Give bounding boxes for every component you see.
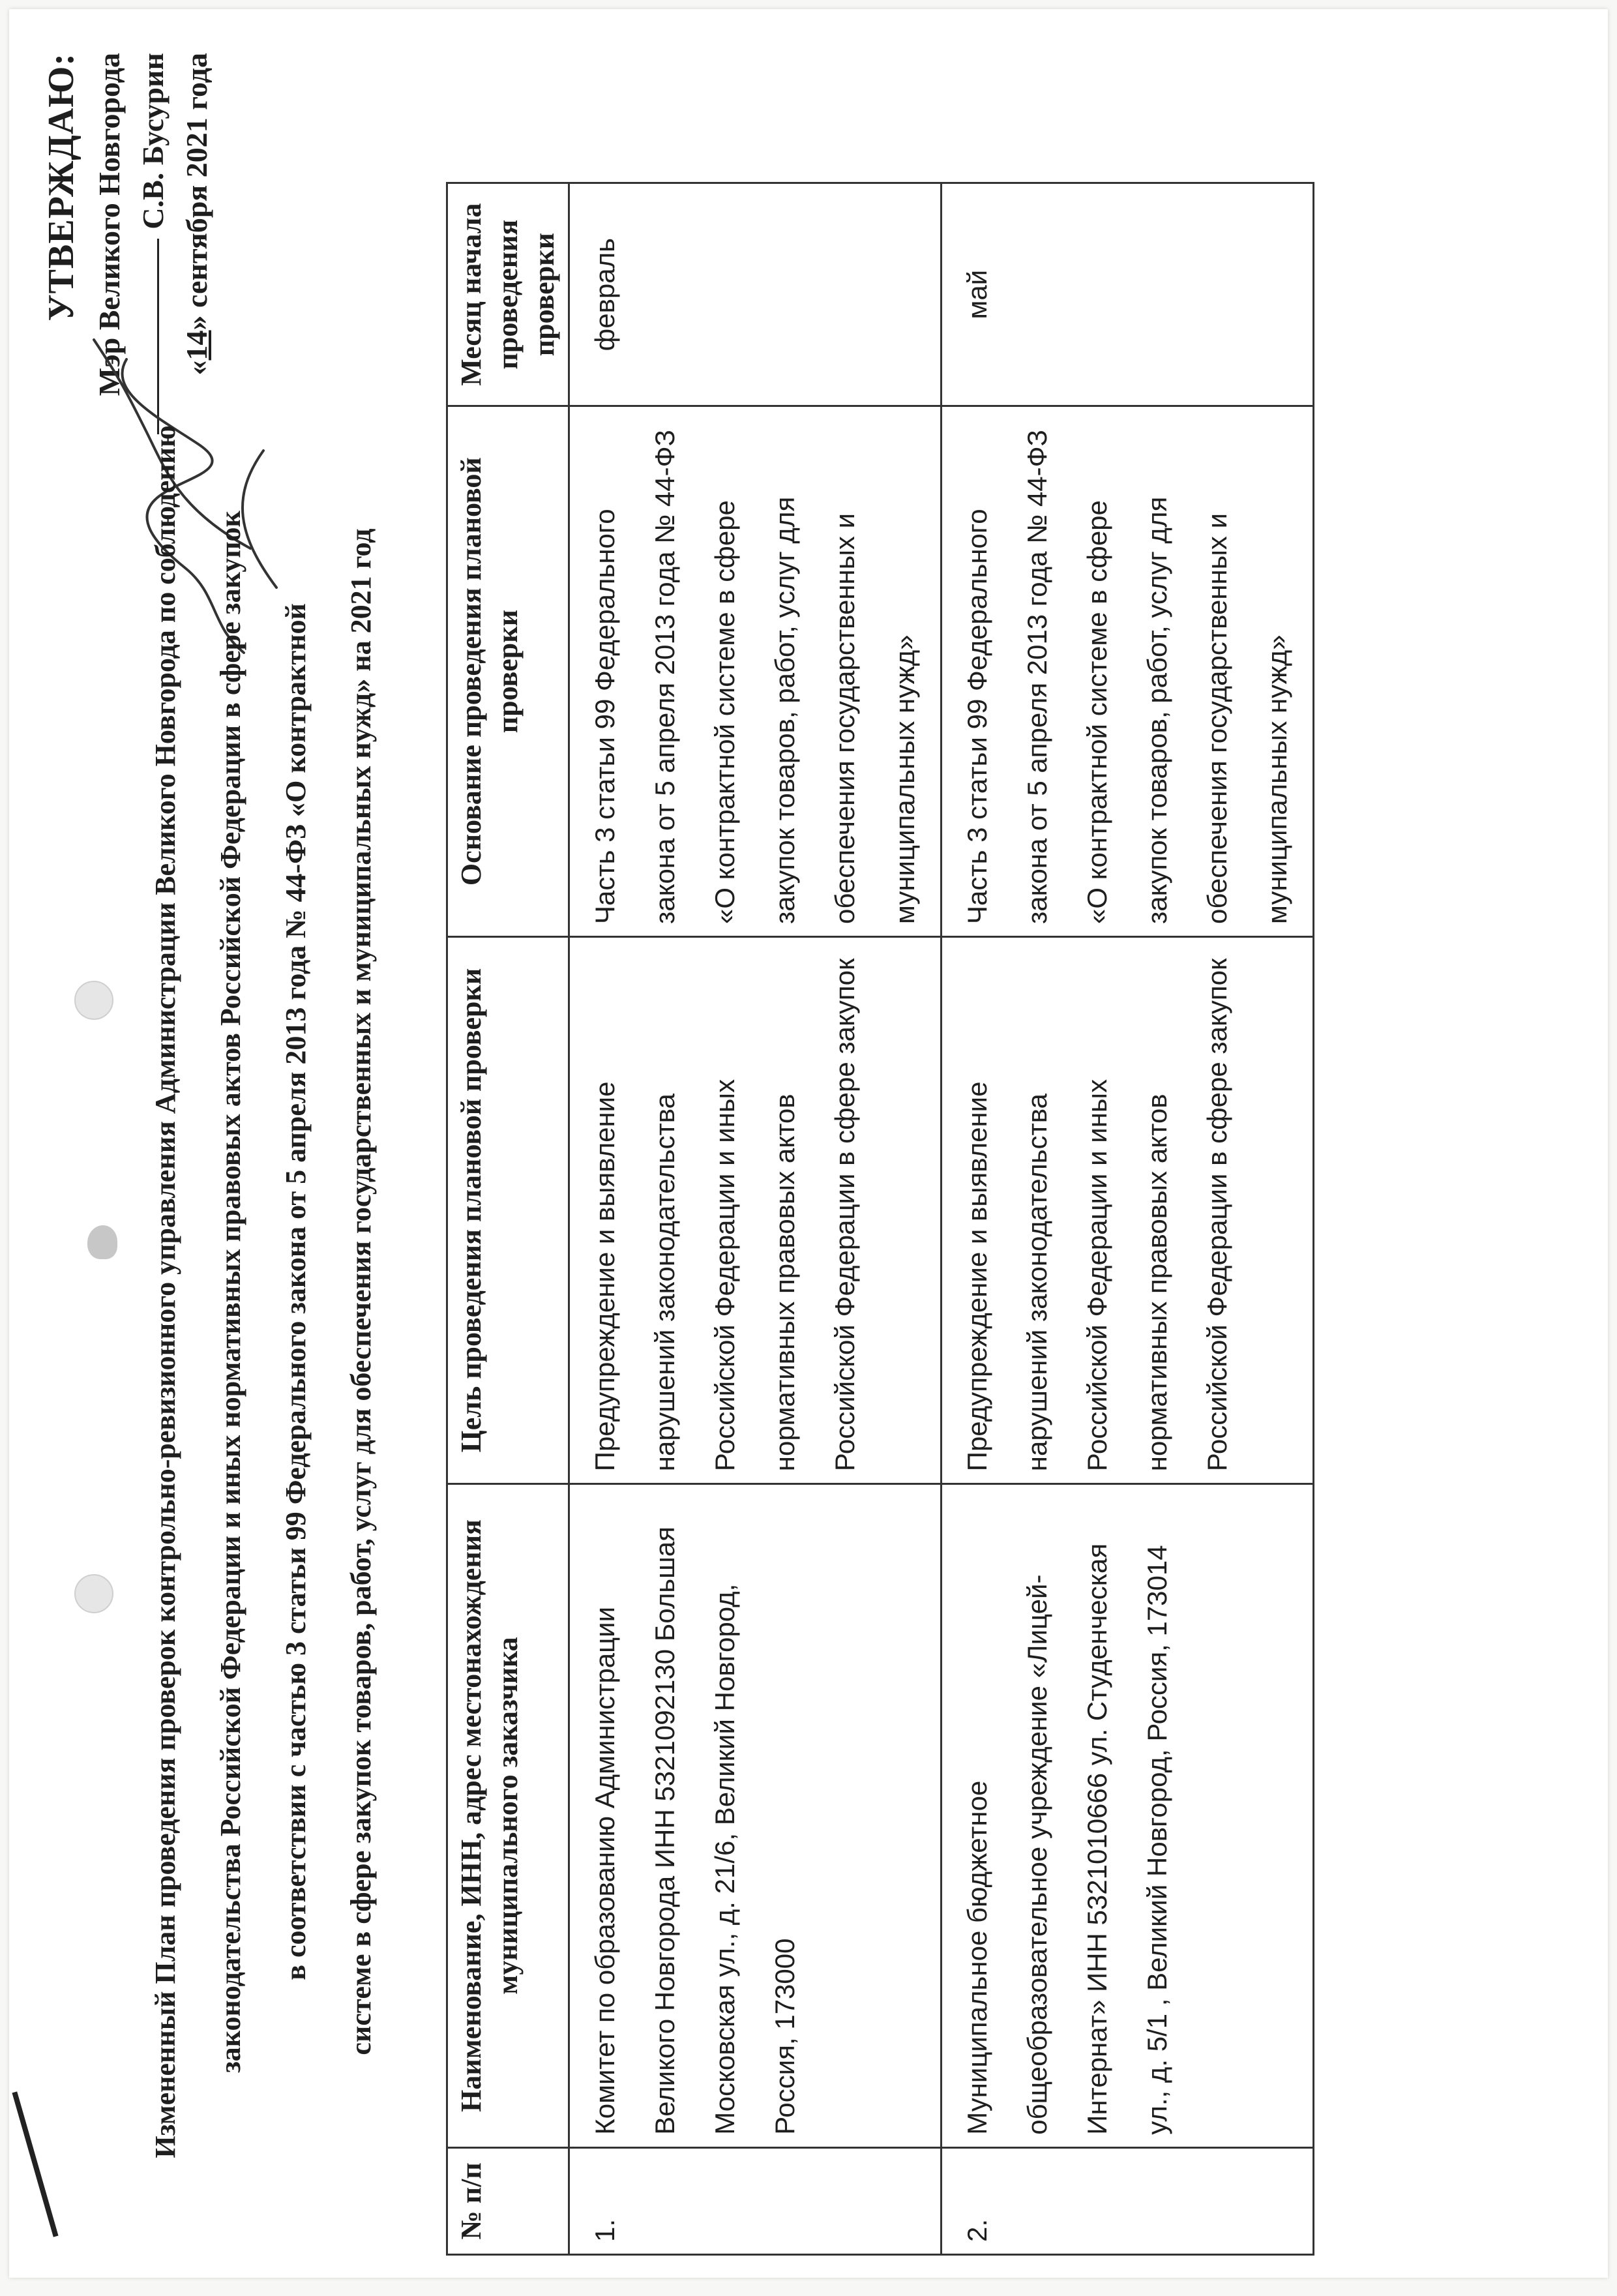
header-goal: Цель проведения плановой проверки [447,937,569,1484]
title-line-4: системе в сфере закупок товаров, работ, услуг для обеспечения государственных и муниципальных нужд» на 2021 год [345,528,377,2055]
row-2-goal: Предупреждение и выявление нарушений законодательства Российской Федерации и иных нормативных правовых актов Российской Федерации в сфере закупок [942,937,1314,1484]
approval-date-day: 14 [179,330,213,361]
table-row [569,183,942,2255]
row-2-name: Муниципальное бюджетное общеобразовательное учреждение «Лицей-Интернат» ИНН 5321010666 ул. Студенческая ул., д. 5/1 , Великий Новгород, Россия, 173014 [942,1484,1314,2148]
approval-position: Мэр Великого Новгорода [93,53,126,396]
row-1-num: 1. [569,2147,942,2254]
title-line-2: законодательства Российской Федерации и иных нормативных правовых актов Российской Федерации в сфере закупок [215,511,246,2073]
document-title [133,411,394,2172]
header-name: Наименование, ИНН, адрес местонахождения муниципального заказчика [447,1484,569,2148]
paper-stain [87,1225,117,1259]
inspection-plan-table [446,182,1314,2256]
approval-signer: С.В. Бусурин [136,53,170,230]
table-header-row [447,183,569,2255]
punch-hole-top [74,981,113,1020]
punch-hole-bottom [74,1574,113,1613]
approval-heading: УТВЕРЖДАЮ: [41,53,82,321]
row-1-basis: Часть 3 статьи 99 Федерального закона от 5 апреля 2013 года № 44-ФЗ «О контрактной системе в сфере закупок товаров, работ, услуг для обеспечения государственных и муниципальных нужд» [569,406,942,937]
row-2-month: май [942,183,1314,406]
title-line-1: Измененный План проведения проверок контрольно-ревизионного управления Администрации Великого Новгорода по соблюдению [149,425,181,2158]
title-line-3: в соответствии с частью 3 статьи 99 Федерального закона от 5 апреля 2013 года № 44-ФЗ «О контрактной [280,603,312,1980]
rotated-content [9,9,1617,2296]
header-basis: Основание проведения плановой проверки [447,406,569,937]
document-page [9,9,1608,2278]
approval-date-rest: сентября 2021 года [179,53,213,308]
row-2-basis: Часть 3 статьи 99 Федерального закона от 5 апреля 2013 года № 44-ФЗ «О контрактной системе в сфере закупок товаров, работ, услуг для обеспечения государственных и муниципальных нужд» [942,406,1314,937]
header-month: Месяц начала проведения проверки [447,183,569,406]
row-2-num: 2. [942,2147,1314,2254]
row-1-goal: Предупреждение и выявление нарушений законодательства Российской Федерации и иных нормативных правовых актов Российской Федерации в сфере закупок [569,937,942,1484]
row-1-name: Комитет по образованию Администрации Великого Новгорода ИНН 5321092130 Большая Московская ул., д. 21/6, Великий Новгород, Россия, 173000 [569,1484,942,2148]
header-num: № п/п [447,2147,569,2254]
table-row [942,183,1314,2255]
row-1-month: февраль [569,183,942,406]
approval-date: «14» сентября 2021 года [179,53,213,376]
